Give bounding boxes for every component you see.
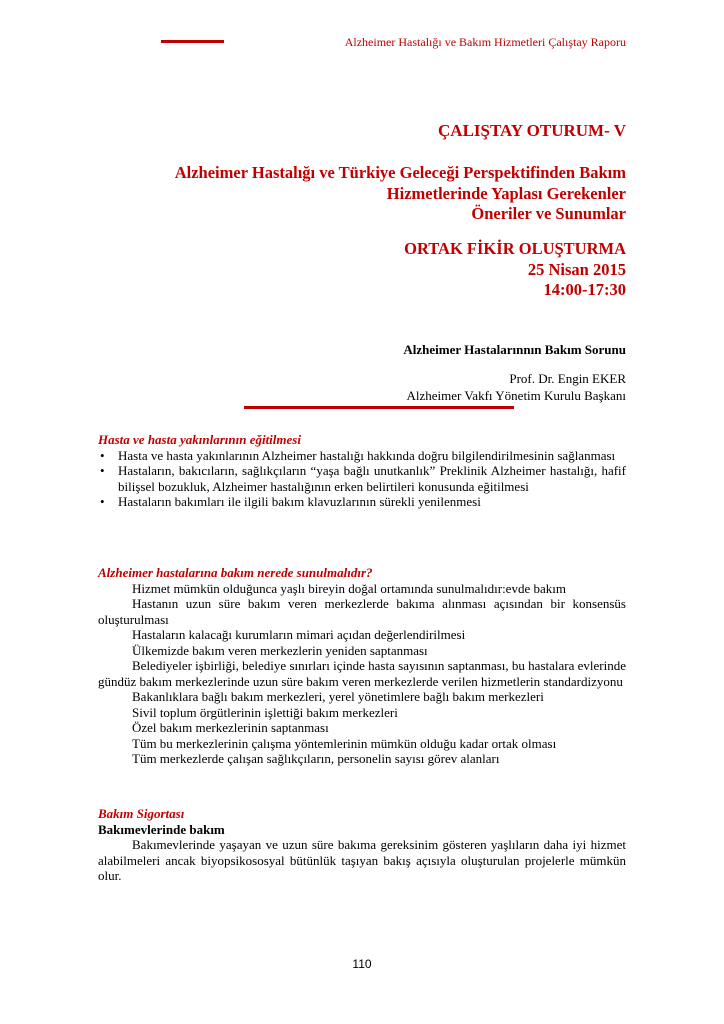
- session-date: 25 Nisan 2015: [527, 259, 626, 279]
- forum-title: ORTAK FİKİR OLUŞTURMA: [404, 239, 626, 258]
- paragraph: Bakımevlerinde yaşayan ve uzun süre bakıma gereksinim gösteren yaşlıların daha iyi hizmet alabilmeleri ancak biyopsikososyal bütünlük taşıyan bakış açısıyla oluşturulan projelerle mümkün olur.: [98, 837, 626, 883]
- list-item: Bakanlıklara bağlı bakım merkezleri, yerel yönetimlere bağlı bakım merkezleri: [132, 689, 544, 704]
- list-item: Hastaların kalacağı kurumların mimari açıdan değerlendirilmesi: [132, 627, 466, 642]
- main-title-line: Öneriler ve Sunumlar: [471, 204, 626, 223]
- main-title: [126, 163, 626, 225]
- session-title: ÇALIŞTAY OTURUM- V: [438, 121, 626, 140]
- forum-block: [404, 239, 626, 301]
- list-item: Tüm merkezlerde çalışan sağlıkçıların, personelin sayısı görev alanları: [132, 751, 500, 766]
- header-rule: [161, 40, 224, 43]
- main-title-line: Alzheimer Hastalığı ve Türkiye Geleceği Perspektifinden Bakım: [174, 163, 626, 182]
- section-divider: [244, 406, 514, 409]
- list-item: Belediyeler işbirliği, belediye sınırları içinde hasta sayısının saptanması, bu hastalara evlerinde gündüz bakım merkezlerinde uzun süre bakım veren merkezlerde verilen hizmetlerin standardizyonu: [98, 658, 626, 689]
- page-number: 110: [352, 957, 372, 971]
- session-time: 14:00-17:30: [543, 280, 626, 299]
- list-item: • Hasta ve hasta yakınlarının Alzheimer hastalığı hakkında doğru bilgilendirilmesinin sağlanması: [98, 448, 626, 464]
- section-heading: Hasta ve hasta yakınlarının eğitilmesi: [98, 432, 301, 447]
- talk-title: Alzheimer Hastalarınnın Bakım Sorunu: [403, 342, 626, 357]
- list-item: Tüm bu merkezlerinin çalışma yöntemlerinin mümkün olduğu kadar ortak olması: [132, 735, 557, 751]
- section-care-insurance: [98, 806, 626, 884]
- list-item: • Hastaların bakımları ile ilgili bakım klavuzlarının sürekli yenilenmesi: [98, 494, 626, 510]
- list-item: Sivil toplum örgütlerinin işlettiği bakım merkezleri: [132, 704, 398, 720]
- section-education: [98, 432, 626, 510]
- speaker-name: Prof. Dr. Engin EKER: [509, 371, 626, 386]
- speaker-block: [406, 371, 626, 404]
- bullet-list: [98, 448, 626, 510]
- section-subheading: Bakımevlerinde bakım: [98, 821, 225, 837]
- running-header: Alzheimer Hastalığı ve Bakım Hizmetleri Çalıştay Raporu: [344, 35, 626, 49]
- main-title-line: Hizmetlerinde Yaplası Gerekenler: [386, 183, 626, 203]
- section-care-location: [98, 565, 626, 767]
- speaker-affiliation: Alzheimer Vakfı Yönetim Kurulu Başkanı: [406, 387, 626, 403]
- section-heading: Alzheimer hastalarına bakım nerede sunulmalıdır?: [98, 565, 373, 580]
- list-item: Özel bakım merkezlerinin saptanması: [132, 720, 329, 735]
- list-item: Hizmet mümkün olduğunca yaşlı bireyin doğal ortamında sunulmalıdır:evde bakım: [132, 580, 566, 596]
- list-item: Hastanın uzun süre bakım veren merkezlerde bakıma alınması açısından bir konsensüs oluşturulması: [98, 596, 626, 627]
- list-item: • Hastaların, bakıcıların, sağlıkçıların “yaşa bağlı unutkanlık” Preklinik Alzheimer hastalığı, hafif bilişsel bozukluk, Alzheimer hastalığının erken belirtileri konusunda eğitilmesi: [98, 463, 626, 494]
- list-item: Ülkemizde bakım veren merkezlerin yeniden saptanması: [132, 642, 428, 658]
- section-heading: Bakım Sigortası: [98, 806, 185, 821]
